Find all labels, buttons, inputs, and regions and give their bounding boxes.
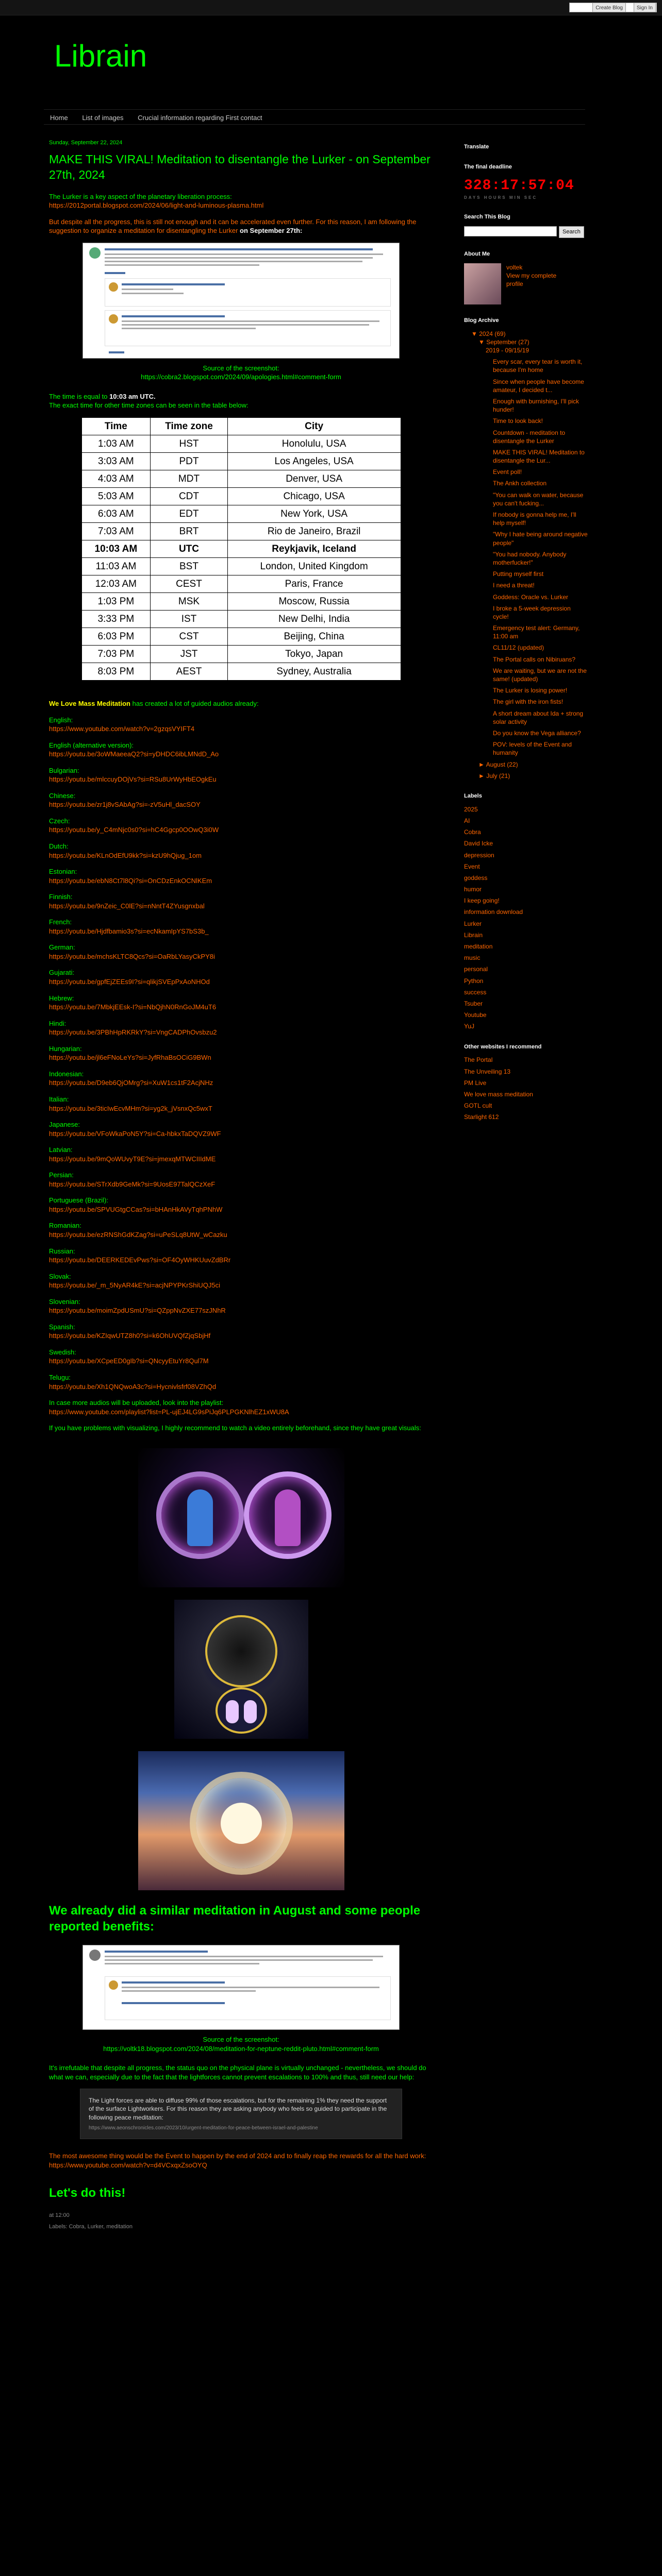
label-link[interactable]: goddess	[464, 874, 488, 882]
label-link[interactable]: Event	[464, 862, 480, 870]
countdown-clock: 328:17:57:04 DAYS HOURS MIN SEC	[464, 176, 588, 201]
language-link[interactable]: https://youtu.be/9nZeic_C0lE?si=nNntT4ZYusgnxbal	[49, 902, 205, 910]
language-name: Slovak:	[49, 1272, 71, 1280]
chevron-down-icon: ▼	[478, 338, 487, 346]
quote-text: The Light forces are able to diffuse 99% of those escalations, but for the remaining 1% they need the support of the surface Lightworkers. For this reason they are asking anybody who feels so guided to participate in the following peace meditation:	[89, 2097, 387, 2121]
table-cell: JST	[151, 646, 227, 663]
archive-month-label: September (27)	[486, 338, 529, 346]
language-item	[49, 1120, 433, 1138]
archive-post-link[interactable]: Countdown - meditation to disentangle the Lurker	[493, 429, 566, 445]
caption-link[interactable]: https://cobra2.blogspot.com/2024/09/apologies.html#comment-form	[141, 373, 341, 381]
language-name: Bulgarian:	[49, 766, 79, 774]
intro-paragraph-2	[49, 217, 433, 235]
language-link[interactable]: https://youtu.be/Hjdfbamio3s?si=ecNkamIpYS7bS3b_	[49, 927, 209, 935]
table-cell: AEST	[151, 663, 227, 681]
profile-avatar[interactable]	[464, 263, 501, 304]
language-name: Indonesian:	[49, 1070, 84, 1078]
recommended-link[interactable]: The Portal	[464, 1056, 493, 1064]
table-cell: BRT	[151, 523, 227, 540]
post-labels[interactable]: Labels: Cobra, Lurker, meditation	[49, 2224, 133, 2230]
archive-post-link[interactable]: CL11/12 (updated)	[493, 644, 544, 652]
recommended-link[interactable]: We love mass meditation	[464, 1090, 533, 1098]
recommended-link[interactable]: The Unveiling 13	[464, 1067, 511, 1075]
table-cell: New Delhi, India	[227, 611, 401, 628]
chevron-right-icon: ►	[478, 772, 487, 779]
guided-org: We Love Mass Meditation	[49, 700, 130, 707]
table-cell: 7:03 AM	[81, 523, 151, 540]
blog-title[interactable]: Librain	[54, 39, 147, 73]
language-link[interactable]: https://youtu.be/ezRNShGdKZag?si=uPeSLq8UtW_wCazku	[49, 1230, 227, 1239]
chevron-right-icon: ►	[478, 760, 486, 768]
comment-screenshot-2	[82, 1945, 400, 2030]
archive-week[interactable]: 2019 - 09/15/19	[486, 347, 529, 354]
translate-title: Translate	[464, 144, 489, 150]
language-item	[49, 918, 433, 936]
table-cell: CEST	[151, 575, 227, 593]
language-name: Dutch:	[49, 842, 69, 851]
language-link[interactable]: https://youtu.be/gpfEjZEEs9I?si=qlikjSVEpPxAoNHOd	[49, 978, 210, 986]
language-link[interactable]: https://youtu.be/7MbkjEEsk-I?si=NbQjhN0RnGoJM4uT6	[49, 1003, 217, 1011]
language-item	[49, 1348, 433, 1366]
archive-post-link[interactable]: I need a threat!	[493, 582, 535, 589]
time-line-2: The exact time for other time zones can be seen in the table below:	[49, 401, 249, 410]
table-cell: London, United Kingdom	[227, 558, 401, 575]
table-row	[81, 470, 401, 488]
archive-post-link[interactable]: The Ankh collection	[493, 480, 547, 487]
label-link[interactable]: meditation	[464, 943, 493, 950]
search-title: Search This Blog	[464, 214, 510, 221]
links-title: Other websites I recommend	[464, 1043, 542, 1050]
language-name: Slovenian:	[49, 1297, 80, 1306]
timezone-table	[81, 417, 401, 681]
table-cell: UTC	[151, 540, 227, 558]
archive-title: Blog Archive	[464, 317, 499, 324]
countdown-hours: 17	[501, 177, 519, 194]
tab-first-contact[interactable]: Crucial information regarding First contact	[138, 114, 262, 122]
language-link[interactable]: https://youtu.be/_m_5NyAR4kE?si=acjNPYPKrShiUQJ5ci	[49, 1281, 221, 1290]
tab-home[interactable]: Home	[50, 114, 68, 122]
links-widget	[464, 1043, 588, 1122]
label-link[interactable]: information download	[464, 908, 523, 916]
countdown-seconds: 04	[556, 177, 574, 194]
table-cell: Tokyo, Japan	[227, 646, 401, 663]
table-row	[81, 663, 401, 681]
table-cell: CST	[151, 628, 227, 646]
table-row	[81, 628, 401, 646]
label-link[interactable]: Tsuber	[464, 999, 483, 1007]
sign-in-button[interactable]: Sign In	[634, 3, 656, 12]
table-cell: Reykjavik, Iceland	[227, 540, 401, 558]
archive-month-jul[interactable]	[478, 772, 588, 780]
post-time[interactable]: at 12:00	[49, 2212, 70, 2218]
archive-post-link[interactable]: Since when people have become amateur, I decided t...	[493, 378, 584, 394]
post-footer	[49, 2212, 433, 2231]
table-cell: 7:03 PM	[81, 646, 151, 663]
avatar	[89, 247, 101, 259]
intro2-bold: on September 27th:	[240, 227, 303, 235]
archive-post-link[interactable]: I broke a 5-week depression cycle!	[493, 604, 571, 620]
table-row	[81, 558, 401, 575]
table-cell: Beijing, China	[227, 628, 401, 646]
language-name: German:	[49, 943, 75, 952]
language-name: Japanese:	[49, 1121, 80, 1129]
table-cell: 1:03 AM	[81, 435, 151, 453]
language-name: English:	[49, 716, 73, 724]
language-link[interactable]: https://youtu.be/mchsKLTC8Qcs?si=OaRbLYasyCkPY8i	[49, 952, 215, 960]
deadline-title: The final deadline	[464, 163, 512, 170]
guided-intro	[49, 699, 433, 708]
visualize-text: If you have problems with visualizing, I highly recommend to watch a video entirely beforehand, since they have great visuals:	[49, 1424, 421, 1432]
language-link[interactable]: https://www.youtube.com/watch?v=2gzqsVYIFT4	[49, 725, 195, 733]
table-cell: 10:03 AM	[81, 540, 151, 558]
language-link[interactable]: https://youtu.be/DEERKEDEvPws?si=OF4OyWHKUuvZdBRr	[49, 1256, 231, 1264]
archive-post-link[interactable]: "You can walk on water, because you can't fucking...	[493, 491, 584, 507]
archive-post-link[interactable]: Event poll!	[493, 468, 522, 476]
labels-widget	[464, 792, 588, 1031]
table-header: City	[227, 418, 401, 435]
label-link[interactable]: humor	[464, 886, 482, 893]
table-cell: HST	[151, 435, 227, 453]
table-cell: Chicago, USA	[227, 488, 401, 505]
table-cell: 1:03 PM	[81, 593, 151, 611]
caption2-link[interactable]: https://voltk18.blogspot.com/2024/08/meditation-for-neptune-reddit-pluto.html#comment-form	[103, 2044, 379, 2053]
language-name: Estonian:	[49, 868, 77, 876]
table-cell: Denver, USA	[227, 470, 401, 488]
language-name: Latvian:	[49, 1146, 73, 1154]
language-item	[49, 943, 433, 961]
table-cell: 5:03 AM	[81, 488, 151, 505]
event-text: The most awesome thing would be the Event to happen by the end of 2024 and to finally reap the rewards for all the hard work:	[49, 2152, 426, 2160]
language-link[interactable]: https://youtu.be/9mQoWUvyT9E?si=jmexqMTWCIIIdME	[49, 1155, 216, 1163]
table-cell: Sydney, Australia	[227, 663, 401, 681]
archive-post-link[interactable]: The Portal calls on Nibiruans?	[493, 655, 576, 663]
language-item	[49, 1145, 433, 1163]
language-name: Finnish:	[49, 893, 73, 901]
label-link[interactable]: Lurker	[464, 920, 482, 927]
translate-widget	[464, 143, 588, 151]
language-name: Spanish:	[49, 1323, 75, 1331]
table-cell: Paris, France	[227, 575, 401, 593]
language-name: Hungarian:	[49, 1044, 82, 1053]
table-cell: MSK	[151, 593, 227, 611]
countdown-minutes: 57	[528, 177, 547, 194]
countdown-days: 328	[464, 177, 492, 194]
time-paragraph	[49, 392, 433, 410]
table-row	[81, 575, 401, 593]
post-date: Sunday, September 22, 2024	[49, 140, 123, 146]
label-link[interactable]: Cobra	[464, 828, 481, 836]
language-link[interactable]: https://youtu.be/mlccuyDOjVs?si=RSu8UrWyHbEOgkEu	[49, 775, 217, 784]
language-name: Chinese:	[49, 791, 76, 800]
language-name: Hebrew:	[49, 994, 74, 1002]
archive-post-link[interactable]: A short dream about Ida + strong solar activity	[493, 709, 584, 725]
meditation-image-1	[138, 1448, 344, 1587]
labels-title: Labels	[464, 792, 482, 799]
table-row	[81, 646, 401, 663]
main-column	[49, 139, 433, 2231]
language-link[interactable]: https://youtu.be/ebN8Ct7l8Qi?si=OnCDzEnkOCNlKEm	[49, 876, 212, 885]
archive-post-link[interactable]: Enough with burnishing, I'll pick hunder!	[493, 397, 580, 414]
language-name: Hindi:	[49, 1019, 67, 1027]
playlist-link[interactable]: https://www.youtube.com/playlist?list=PL-ujEJ4LG9sPiJq6PLPGKNlhEZ1xWU8A	[49, 1408, 289, 1416]
language-item	[49, 1221, 433, 1239]
intro-paragraph-1	[49, 192, 433, 210]
archive-post-link[interactable]: The girl with the iron fists!	[493, 698, 564, 706]
screenshot2-caption	[49, 2035, 433, 2053]
language-link[interactable]: https://youtu.be/y_C4mNjc0s0?si=hC4Ggcp0OOwQ3i0W	[49, 826, 219, 834]
language-item	[49, 1272, 433, 1290]
language-item	[49, 817, 433, 835]
recommended-link[interactable]: Starlight 612	[464, 1113, 499, 1121]
table-cell: Honolulu, USA	[227, 435, 401, 453]
profile-name[interactable]: voltek	[506, 263, 523, 271]
language-item	[49, 842, 433, 860]
language-link[interactable]: https://youtu.be/Xh1QNQwoA3c?si=Hycnivlsfrf08VZhQd	[49, 1382, 217, 1391]
language-link[interactable]: https://youtu.be/jl6eFNoLeYs?si=JyfRhaBsOCiG9BWn	[49, 1054, 211, 1062]
archive-post-link[interactable]: "Why I hate being around negative people"	[493, 531, 588, 547]
language-link[interactable]: https://youtu.be/moimZpdUSmU?si=QZppNvZXE77szJNhR	[49, 1307, 226, 1315]
meditation-image-3	[138, 1751, 344, 1890]
table-cell: 12:03 AM	[81, 575, 151, 593]
table-cell: Moscow, Russia	[227, 593, 401, 611]
archive-post-link[interactable]: If nobody is gonna help me, I'll help myself!	[493, 511, 576, 527]
archive-aug-label: August (22)	[486, 760, 518, 768]
language-item	[49, 892, 433, 910]
similar-meditation-heading: We already did a similar meditation in August and some people reported benefits:	[49, 1903, 421, 1934]
table-row	[81, 593, 401, 611]
language-link[interactable]: https://youtu.be/VFoWkaPoN5Y?si=Ca-hbkxTaDQVZ9WF	[49, 1129, 221, 1138]
archive-month[interactable]	[478, 338, 588, 757]
archive-post-link[interactable]: Time to look back!	[493, 417, 543, 425]
archive-month-aug[interactable]	[478, 760, 588, 769]
label-link[interactable]: AI	[464, 817, 470, 824]
label-link[interactable]: David Icke	[464, 840, 493, 848]
quote-link[interactable]: https://www.aeonschronicles.com/2023/10/urgent-meditation-for-peace-between-israel-and-palestine	[89, 2125, 318, 2131]
event-paragraph	[49, 2151, 433, 2170]
page-tabs	[44, 109, 585, 125]
language-name: Czech:	[49, 817, 70, 825]
language-item	[49, 1323, 433, 1341]
label-link[interactable]: I keep going!	[464, 897, 500, 905]
label-link[interactable]: Python	[464, 977, 484, 985]
label-link[interactable]: Youtube	[464, 1011, 487, 1019]
table-cell: 8:03 PM	[81, 663, 151, 681]
archive-jul-label: July (21)	[486, 772, 510, 779]
caption-label: Source of the screenshot:	[203, 364, 279, 372]
time-pre: The time is equal to	[49, 392, 108, 400]
label-link[interactable]: music	[464, 954, 481, 962]
table-cell: New York, USA	[227, 505, 401, 523]
language-link[interactable]: https://youtu.be/STrXdb9GeMk?si=9UosE97TalQCzXeF	[49, 1180, 216, 1188]
language-link[interactable]: https://youtu.be/3ticIwEcvMHm?si=yg2k_jVsnxQc5wxT	[49, 1104, 212, 1112]
language-item	[49, 1019, 433, 1037]
chevron-down-icon: ▼	[471, 330, 479, 337]
table-row	[81, 505, 401, 523]
language-link[interactable]: https://youtu.be/3PBhHpRKRkY?si=VngCADPhOvsbzu2	[49, 1028, 217, 1037]
language-link[interactable]: https://youtu.be/D9eb6QjOMrg?si=XuW1cs1tF2AcjNHz	[49, 1079, 213, 1087]
archive-post-link[interactable]: "You had nobody. Anybody motherfucker!"	[493, 550, 567, 566]
archive-post-link[interactable]: We are waiting, but we are not the same! (updated)	[493, 667, 587, 683]
table-cell: IST	[151, 611, 227, 628]
unchanged-paragraph: It's irrefutable that despite all progress, the status quo on the physical plane is virtually unchanged - nevertheless, we should do what we can, especially due to the fact that the lightforces cannot prevent escalations to 100% and thus, still need our help:	[49, 2064, 426, 2081]
playlist-text: In case more audios will be uploaded, look into the playlist:	[49, 1399, 224, 1407]
language-item	[49, 1247, 433, 1265]
archive-year-label: 2024 (69)	[479, 330, 506, 337]
create-blog-button[interactable]: Create Blog	[592, 3, 626, 12]
language-item	[49, 766, 433, 784]
recommended-link[interactable]: GOTL cult	[464, 1102, 492, 1110]
blogger-navbar	[0, 0, 662, 15]
archive-post-link[interactable]: Putting myself first	[493, 570, 544, 578]
comment-screenshot-1	[82, 243, 400, 359]
search-button[interactable]: Search	[559, 226, 584, 238]
table-header: Time	[81, 418, 151, 435]
meditation-image-2	[174, 1600, 308, 1739]
table-cell: BST	[151, 558, 227, 575]
archive-year[interactable]	[471, 330, 588, 780]
time-bold: 10:03 am UTC.	[109, 392, 156, 400]
language-name: Gujarati:	[49, 969, 75, 977]
search-input[interactable]	[464, 226, 557, 236]
language-item	[49, 1044, 433, 1062]
quote-box	[80, 2089, 402, 2139]
blog-header	[44, 21, 585, 98]
table-row	[81, 523, 401, 540]
tab-list-of-images[interactable]: List of images	[82, 114, 124, 122]
archive-post-link[interactable]: POV: levels of the Event and humanity	[493, 741, 572, 757]
table-cell: MDT	[151, 470, 227, 488]
language-item	[49, 1297, 433, 1315]
label-link[interactable]: personal	[464, 965, 488, 973]
label-link[interactable]: depression	[464, 851, 494, 859]
intro-text: The Lurker is a key aspect of the planetary liberation process:	[49, 192, 232, 200]
archive-post-link[interactable]: MAKE THIS VIRAL! Meditation to disentangle the Lur...	[493, 448, 585, 465]
label-link[interactable]: success	[464, 988, 487, 996]
table-row	[81, 611, 401, 628]
language-link[interactable]: https://youtu.be/zr1j8vSAbAg?si=-zV5uHl_dacSOY	[49, 801, 201, 809]
archive-post-link[interactable]: Every scar, every tear is worth it, because I'm home	[493, 358, 583, 374]
language-link[interactable]: https://youtu.be/XCpeED0gIb?si=QNcyyEtuYr8Qul7M	[49, 1357, 209, 1365]
playlist-paragraph	[49, 1398, 433, 1416]
caption2-label: Source of the screenshot:	[203, 2036, 279, 2044]
event-link[interactable]: https://www.youtube.com/watch?v=d4VCxqxZsoOYQ	[49, 2161, 207, 2169]
table-cell: 4:03 AM	[81, 470, 151, 488]
intro-link[interactable]: https://2012portal.blogspot.com/2024/06/light-and-luminous-plasma.html	[49, 201, 264, 210]
table-row	[81, 488, 401, 505]
language-item	[49, 867, 433, 885]
recommended-link[interactable]: PM Live	[464, 1079, 487, 1087]
table-cell: Rio de Janeiro, Brazil	[227, 523, 401, 540]
language-name: English (alternative version):	[49, 741, 134, 749]
archive-post-link[interactable]: The Lurker is losing power!	[493, 687, 568, 694]
language-name: French:	[49, 918, 72, 926]
language-item	[49, 1373, 433, 1391]
language-link[interactable]: https://youtu.be/KZIqwUTZ8h0?si=k6OhUVQfZjqSbjHf	[49, 1332, 211, 1340]
language-item	[49, 716, 433, 734]
language-item	[49, 1070, 433, 1088]
language-link[interactable]: https://youtu.be/3oWMaeeaQ2?si=yDHDC6ibLMNdD_Ao	[49, 750, 219, 758]
profile-link[interactable]: View my complete profile	[506, 272, 557, 288]
guided-post: has created a lot of guided audios already:	[132, 700, 259, 707]
language-name: Russian:	[49, 1247, 75, 1255]
language-item	[49, 1171, 433, 1189]
language-name: Italian:	[49, 1095, 69, 1103]
countdown-units: DAYS HOURS MIN SEC	[464, 195, 538, 200]
language-name: Swedish:	[49, 1348, 76, 1356]
label-link[interactable]: YuJ	[464, 1023, 475, 1030]
screenshot1-caption	[49, 364, 433, 382]
label-link[interactable]: Librain	[464, 931, 483, 939]
table-cell: 11:03 AM	[81, 558, 151, 575]
sidebar	[464, 143, 588, 1133]
language-list	[49, 716, 433, 1392]
table-cell: 6:03 AM	[81, 505, 151, 523]
archive-post-link[interactable]: Emergency test alert: Germany, 11:00 am	[493, 624, 580, 640]
about-title: About Me	[464, 250, 490, 257]
label-link[interactable]: 2025	[464, 805, 478, 813]
language-item	[49, 1196, 433, 1214]
lets-do-this: Let's do this!	[49, 2186, 126, 2200]
table-cell: 3:33 PM	[81, 611, 151, 628]
language-name: Portuguese (Brazil):	[49, 1196, 108, 1205]
table-cell: Los Angeles, USA	[227, 453, 401, 470]
table-cell: EDT	[151, 505, 227, 523]
table-cell: CDT	[151, 488, 227, 505]
table-row	[81, 540, 401, 558]
table-cell: PDT	[151, 453, 227, 470]
search-widget	[464, 213, 588, 238]
table-row	[81, 435, 401, 453]
countdown-widget	[464, 163, 588, 201]
archive-post-link[interactable]: Goddess: Oracle vs. Lurker	[493, 593, 569, 601]
language-name: Telugu:	[49, 1373, 71, 1381]
language-item	[49, 994, 433, 1012]
table-header: Time zone	[151, 418, 227, 435]
intro2-text: But despite all the progress, this is still not enough and it can be accelerated even further. For this reason, I am following the suggestion to organize a meditation for disentangling the Lurker	[49, 217, 417, 235]
language-link[interactable]: https://youtu.be/KLnOdEfU9kk?si=kzU9hQjug_1om	[49, 851, 202, 859]
language-item	[49, 968, 433, 986]
post-title[interactable]: MAKE THIS VIRAL! Meditation to disentangle the Lurker - on September 27th, 2024	[49, 152, 431, 181]
table-row	[81, 453, 401, 470]
language-item	[49, 1095, 433, 1113]
language-link[interactable]: https://youtu.be/SPVUGtgCCas?si=bHAnHkAVyTqhPNhW	[49, 1205, 223, 1213]
language-item	[49, 791, 433, 809]
table-cell: 3:03 AM	[81, 453, 151, 470]
language-name: Romanian:	[49, 1222, 81, 1230]
archive-post-link[interactable]: Do you know the Vega alliance?	[493, 729, 581, 737]
about-widget	[464, 250, 588, 304]
language-item	[49, 741, 433, 759]
language-name: Persian:	[49, 1171, 74, 1179]
archive-widget	[464, 317, 588, 780]
table-cell: 6:03 PM	[81, 628, 151, 646]
